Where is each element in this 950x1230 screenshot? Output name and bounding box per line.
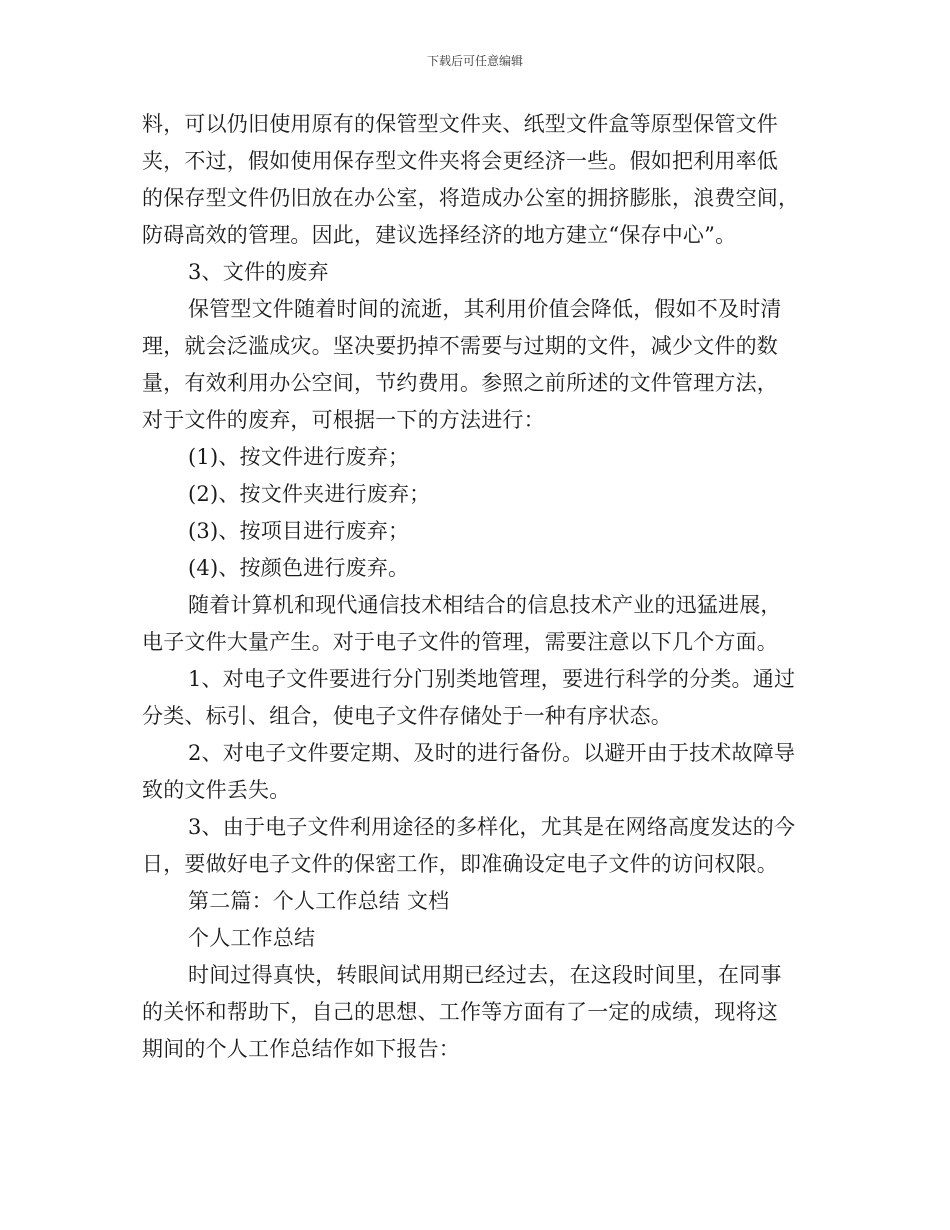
text-line: 量，有效利用办公空间，节约费用。参照之前所述的文件管理方法， <box>142 371 778 395</box>
text-line: 夹，不过，假如使用保存型文件夹将会更经济一些。假如把利用率低 <box>142 149 778 173</box>
text-line: 的关怀和帮助下，自己的思想、工作等方面有了一定的成绩，现将这 <box>142 1000 778 1024</box>
text-line: 2、对电子文件要定期、及时的进行备份。以避开由于技术故障导 <box>188 741 796 765</box>
section-heading: 3、文件的废弃 <box>188 260 329 284</box>
text-line: 理，就会泛滥成灾。坚决要扔掉不需要与过期的文件，减少文件的数 <box>142 334 778 358</box>
list-item: (3)、按项目进行废弃； <box>188 519 410 543</box>
text-line: 料，可以仍旧使用原有的保管型文件夹、纸型文件盒等原型保管文件 <box>142 112 778 136</box>
text-line: 时间过得真快，转眼间试用期已经过去，在这段时间里，在同事 <box>188 963 782 987</box>
document-body <box>142 106 810 1068</box>
list-item: (2)、按文件夹进行废弃； <box>188 482 431 506</box>
page-header: 下载后可任意编辑 <box>426 54 523 68</box>
text-line: 对于文件的废弃，可根据一下的方法进行： <box>142 408 545 432</box>
text-line: 1、对电子文件要进行分门别类地管理，要进行科学的分类。通过 <box>188 667 796 691</box>
text-line: 电子文件大量产生。对于电子文件的管理，需要注意以下几个方面。 <box>142 630 778 654</box>
chapter-title: 第二篇：个人工作总结 文档 <box>188 889 450 913</box>
text-line: 保管型文件随着时间的流逝，其利用价值会降低，假如不及时清 <box>188 297 782 321</box>
text-line: 致的文件丢失。 <box>142 778 291 802</box>
text-line: 防碍高效的管理。因此，建议选择经济的地方建立“保存中心”。 <box>142 223 737 247</box>
text-line: 3、由于电子文件利用途径的多样化，尤其是在网络高度发达的今 <box>188 815 796 839</box>
text-line: 分类、标引、组合，使电子文件存储处于一种有序状态。 <box>142 704 672 728</box>
text-line: 期间的个人工作总结作如下报告： <box>142 1037 460 1061</box>
text-line: 随着计算机和现代通信技术相结合的信息技术产业的迅猛进展， <box>188 593 782 617</box>
list-item: (1)、按文件进行废弃； <box>188 445 410 469</box>
section-heading: 个人工作总结 <box>188 926 316 950</box>
text-line: 的保存型文件仍旧放在办公室，将造成办公室的拥挤膨胀，浪费空间， <box>142 186 800 210</box>
list-item: (4)、按颜色进行废弃。 <box>188 556 410 580</box>
text-line: 日，要做好电子文件的保密工作，即准确设定电子文件的访问权限。 <box>142 852 778 876</box>
